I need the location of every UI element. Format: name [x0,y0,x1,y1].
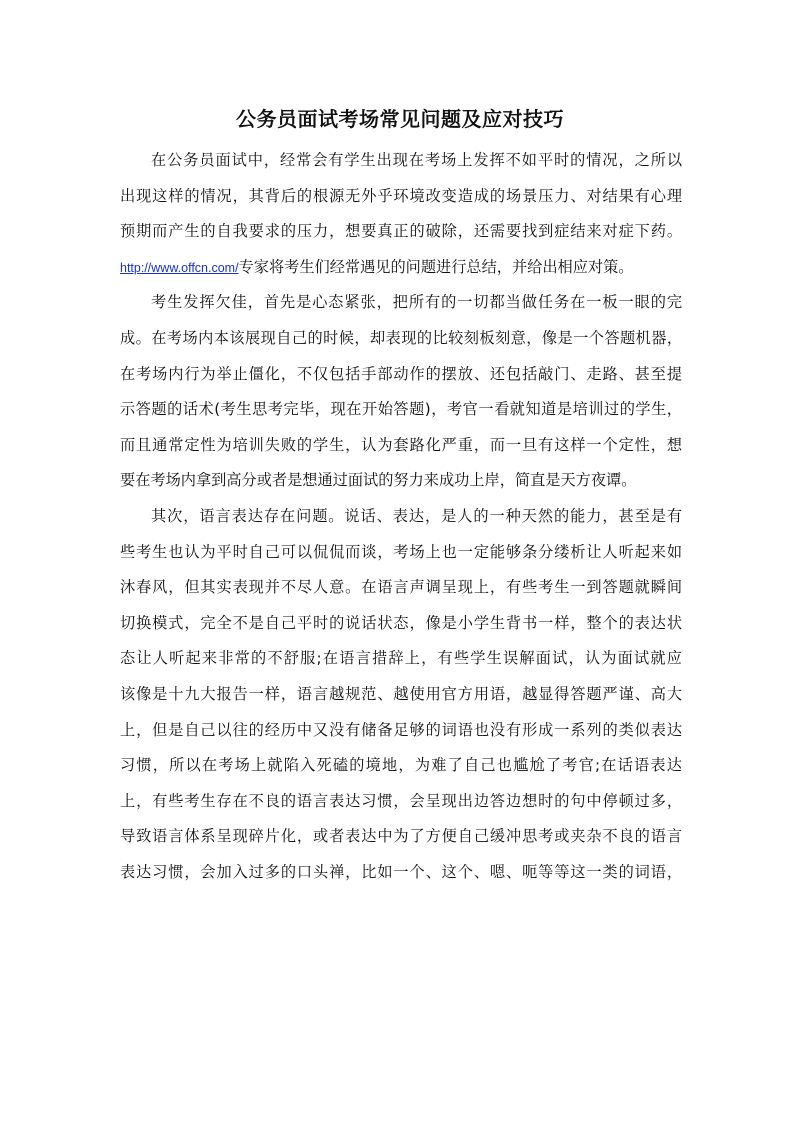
paragraph-3-line-4: 切换模式，完全不是自己平时的说话状态，像是小学生背书一样，整个的表达状 [120,613,682,632]
document-title: 公务员面试考场常见问题及应对技巧 [236,107,564,131]
paragraph-2-line-6: 要在考场内拿到高分或者是想通过面试的努力来成功上岸，简直是天方夜谭。 [120,471,637,490]
paragraph-2-line-4: 示答题的话术(考生思考完毕，现在开始答题)，考官一看就知道是培训过的学生， [120,400,682,419]
paragraph-2-line-1: 考生发挥欠佳，首先是心态紧张，把所有的一切都当做任务在一板一眼的完 [151,293,682,312]
paragraph-2-line-2: 成。在考场内本该展现自己的时候，却表现的比较刻板刻意，像是一个答题机器， [120,328,682,347]
paragraph-3-line-10: 导致语言体系呈现碎片化，或者表达中为了方便自己缓冲思考或夹杂不良的语言 [120,827,682,846]
paragraph-1-line-1: 在公务员面试中，经常会有学生出现在考场上发挥不如平时的情况，之所以 [151,151,682,169]
paragraph-1-line-2: 出现这样的情况，其背后的根源无外乎环境改变造成的场景压力、对结果有心理 [120,186,682,205]
paragraph-3-line-3: 沐春风，但其实表现并不尽人意。在语言声调呈现上，有些考生一到答题就瞬间 [120,578,682,597]
paragraph-1-line-4-text: 专家将考生们经常遇见的问题进行总结，并给出相应对策。 [238,257,634,276]
paragraph-3-line-9: 上，有些考生存在不良的语言表达习惯，会呈现出边答边想时的句中停顿过多， [120,791,682,810]
paragraph-2-line-5: 而且通常定性为培训失败的学生，认为套路化严重，而一旦有这样一个定性，想 [120,435,682,454]
paragraph-1-line-4 [120,250,682,286]
paragraph-3-line-8: 习惯，所以在考场上就陷入死磕的境地，为难了自己也尴尬了考官;在话语表达 [120,756,682,775]
paragraph-3-line-1: 其次，语言表达存在问题。说话、表达，是人的一种天然的能力，甚至是有 [151,506,682,525]
paragraph-3-line-11: 表达习惯，会加入过多的口头禅，比如一个、这个、嗯、呃等等这一类的词语， [120,862,682,881]
paragraph-3-line-5: 态让人听起来非常的不舒服;在语言措辞上，有些学生误解面试，认为面试就应 [120,649,682,668]
document-body [120,143,682,890]
paragraph-1-line-3: 预期而产生的自我要求的压力，想要真正的破除，还需要找到症结来对症下药。 [120,222,682,241]
paragraph-3-line-6: 该像是十九大报告一样，语言越规范、越使用官方用语，越显得答题严谨、高大 [120,684,682,703]
offcn-link[interactable]: http://www.offcn.com/ [120,260,239,275]
paragraph-3-line-2: 些考生也认为平时自己可以侃侃而谈，考场上也一定能够条分缕析让人听起来如 [120,542,682,561]
paragraph-2-line-3: 在考场内行为举止僵化，不仅包括手部动作的摆放、还包括敲门、走路、甚至提 [120,364,682,383]
paragraph-3-line-7: 上，但是自己以往的经历中又没有储备足够的词语也没有形成一系列的类似表达 [120,720,682,739]
